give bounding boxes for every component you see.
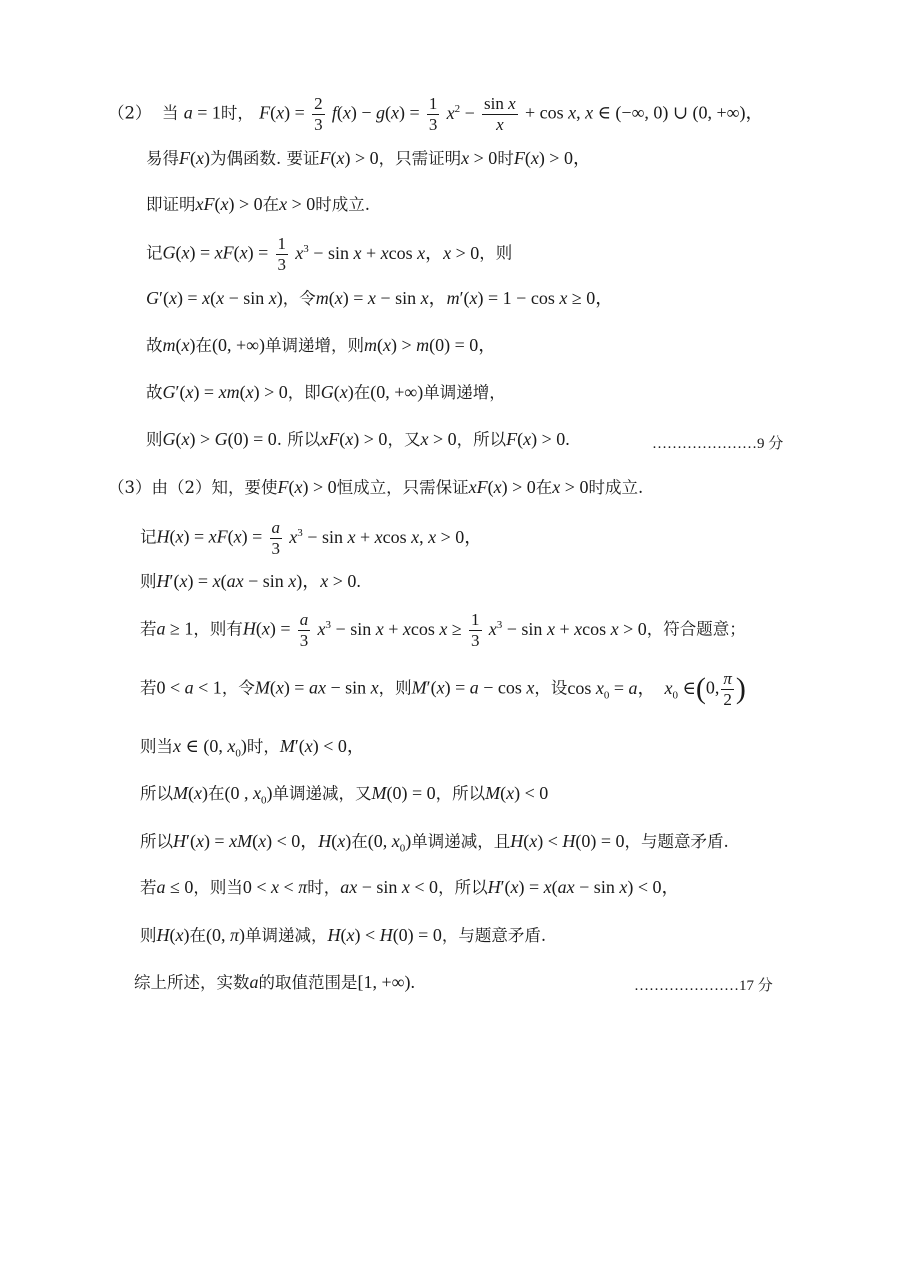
p2-line-4	[146, 234, 512, 274]
math: G′(x) = x(x − sin x)	[146, 288, 283, 308]
fraction: $\frac{1}{3}$	[277, 234, 287, 274]
fraction: $\frac{1}{3}$	[428, 94, 438, 134]
text: 恒成立，只需保证	[336, 478, 469, 497]
fraction: $\frac{1}{3}$	[471, 610, 480, 650]
math: m(x)	[162, 335, 196, 355]
math: (0, +∞)	[370, 382, 424, 402]
math: $x^3 - \sin x + xcos$ x, x > 0，	[289, 526, 483, 547]
math: M′(x) < 0，	[279, 736, 365, 756]
p3-line-5	[140, 669, 746, 709]
math: a = 1	[183, 102, 221, 123]
math: F(x) =	[259, 102, 305, 123]
math: $x^2$ −	[446, 102, 475, 123]
text: ，令	[282, 289, 316, 308]
math: ax − sin x < 0	[340, 877, 439, 897]
math: $x^3 - \sin x + xcos$ x ≥	[317, 618, 462, 639]
score-9: …………………9 分	[652, 436, 784, 452]
math: F(x) > 0	[277, 477, 337, 497]
math: )	[735, 672, 746, 706]
text: 时，	[220, 103, 254, 123]
math: F(x) > 0	[319, 148, 379, 168]
text: 单调递减，	[245, 926, 328, 945]
text: ，设	[534, 678, 568, 698]
p2-line-8	[146, 430, 570, 449]
text: ，只需证明	[378, 149, 462, 168]
p3-line-7	[140, 784, 548, 807]
math: (0, π)	[206, 925, 246, 945]
math: H(x)	[156, 925, 190, 945]
math: 0 < a < 1	[156, 677, 222, 698]
text: 所以	[140, 784, 173, 803]
math: x > 0	[279, 194, 316, 214]
text: 在	[189, 926, 206, 945]
text: ，所以	[438, 878, 488, 897]
text: 单调递增，	[423, 383, 506, 402]
text: ，所以	[456, 430, 507, 449]
math: [1, +∞).	[357, 972, 415, 992]
text: ，所以	[435, 784, 486, 803]
p2-line-7	[146, 383, 506, 402]
math: G(x) > G(0) = 0	[162, 429, 277, 449]
p3-line-9	[140, 878, 679, 897]
p3-line-10	[140, 926, 546, 945]
text: 在	[262, 195, 280, 214]
text: 记	[140, 527, 157, 547]
p3-line-8	[140, 832, 729, 855]
p2-line-2	[146, 149, 591, 168]
math: xF(x) > 0	[195, 194, 263, 214]
math: 0,	[705, 677, 720, 698]
math: H(x) = xF(x) =	[156, 526, 263, 547]
fraction: $\frac{a}{3}$	[299, 610, 309, 650]
fraction: $\frac{\pi}{2}$	[723, 669, 732, 709]
math: G′(x) = xm(x) > 0	[162, 382, 288, 402]
text: 在	[351, 832, 368, 851]
math: $x^3 - \sin x + xcos$ x，x > 0	[295, 242, 480, 263]
text: 在	[353, 383, 371, 402]
text: 记	[146, 243, 163, 263]
math: (0, $x_0$)	[367, 831, 412, 855]
text: 若	[140, 678, 157, 698]
text: 易得	[146, 149, 179, 168]
text: 故	[146, 383, 163, 402]
text: ，符合题意；	[646, 619, 746, 639]
math: H′(x) = x(ax − sin x)，x > 0.	[156, 571, 361, 591]
text: 单调递减，又	[272, 784, 372, 803]
math: a ≥ 1	[156, 618, 194, 639]
text: 时成立.	[315, 195, 371, 214]
text: 即证明	[146, 195, 196, 214]
math: a ≤ 0	[156, 877, 194, 897]
p3-line-2	[140, 518, 482, 558]
text: 若	[140, 878, 157, 897]
part-2-label: （2）	[108, 103, 152, 123]
math: $\cos x_0 = a$， $x_0$ ∈	[567, 677, 696, 702]
p3-line-3	[140, 572, 361, 591]
text: ，令	[221, 678, 255, 698]
math: H(x) =	[242, 618, 291, 639]
text: ，则当	[193, 878, 243, 897]
math: x ∈ (0, $x_0$)	[173, 736, 247, 760]
text: 则	[140, 926, 157, 945]
fraction: $\frac{2}{3}$	[314, 94, 323, 134]
math: M(x) < 0	[485, 783, 549, 803]
math: x > 0	[461, 148, 498, 168]
text: 的取值范围是	[258, 973, 358, 992]
text: 时	[497, 149, 514, 168]
text: ，即	[287, 383, 321, 402]
text: 综上所述，实数	[134, 973, 250, 992]
math: f(x) − g(x) =	[331, 102, 420, 123]
math: xF(x) > 0	[468, 477, 536, 497]
math: x > 0	[420, 429, 457, 449]
text: ，与题意矛盾.	[624, 832, 729, 851]
text: 当	[162, 103, 179, 123]
text: ，则有	[193, 619, 243, 639]
math: + cos x, x ∈ (−∞, 0) ∪ (0, +∞)，	[524, 102, 764, 123]
p3-line-1	[108, 478, 643, 497]
fraction: $\frac{a}{3}$	[271, 518, 281, 558]
fraction: $\frac{\text{sin x}}{x}$	[484, 94, 516, 134]
text: 在	[535, 478, 553, 497]
text: . 所以	[276, 430, 321, 449]
math: (0, +∞)	[212, 335, 265, 355]
math: M(x) = ax − sin x	[254, 677, 379, 698]
math: F(x)	[179, 148, 210, 168]
math: x > 0	[552, 477, 589, 497]
text: 则当	[140, 737, 173, 756]
text: ，与题意矛盾.	[441, 926, 547, 945]
math: a	[249, 972, 259, 992]
math: H′(x) = xM(x) < 0，H(x)	[173, 831, 352, 851]
p2-line-3	[146, 195, 370, 214]
text: 所以	[140, 832, 173, 851]
math: (	[695, 672, 706, 706]
text: 单调递增，则	[264, 336, 364, 355]
math: (0 , $x_0$)	[224, 783, 273, 807]
score-17: …………………17 分	[634, 978, 773, 994]
math: F(x) > 0.	[506, 429, 570, 449]
math: m(x) = x − sin x，m′(x) = 1 − cos x ≥ 0，	[315, 288, 614, 308]
p2-line-6	[146, 336, 496, 355]
text: 时，	[246, 737, 280, 756]
p2-line-1	[108, 94, 763, 134]
math: $x^3 - \sin x + xcos$ x > 0	[488, 618, 647, 639]
math: H(x) < H(0) = 0	[327, 925, 442, 945]
text: 时成立.	[588, 478, 644, 497]
math: G(x)	[320, 382, 354, 402]
text: ，则	[378, 678, 412, 698]
text: 单调递减，且	[411, 832, 511, 851]
p3-line-6	[140, 737, 365, 760]
math: H′(x) = x(ax − sin x) < 0，	[487, 877, 680, 897]
text: ，又	[387, 430, 421, 449]
text: 则	[146, 430, 163, 449]
math: G(x) = xF(x) =	[162, 242, 269, 263]
text: 在	[208, 784, 225, 803]
math: H(x) < H(0) = 0	[510, 831, 625, 851]
text: 时，	[307, 878, 341, 897]
text: 若	[140, 619, 157, 639]
math: 0 < x < π	[242, 877, 308, 897]
p3-line-4	[140, 610, 746, 650]
text: 故	[146, 336, 163, 355]
math: M(x)	[173, 783, 208, 803]
math: M′(x) = a − cos x	[411, 677, 535, 698]
text: 为偶函数. 要证	[210, 149, 320, 168]
math: xF(x) > 0	[320, 429, 388, 449]
math: m(x) > m(0) = 0，	[363, 335, 497, 355]
math: F(x) > 0，	[513, 148, 591, 168]
text: 则	[140, 572, 157, 591]
p2-line-5	[146, 289, 613, 308]
text: （3）由（2）知，要使	[108, 478, 278, 497]
p3-line-11	[134, 973, 415, 992]
text: ，则	[479, 243, 513, 263]
text: 在	[195, 336, 212, 355]
math: M(0) = 0	[371, 783, 436, 803]
